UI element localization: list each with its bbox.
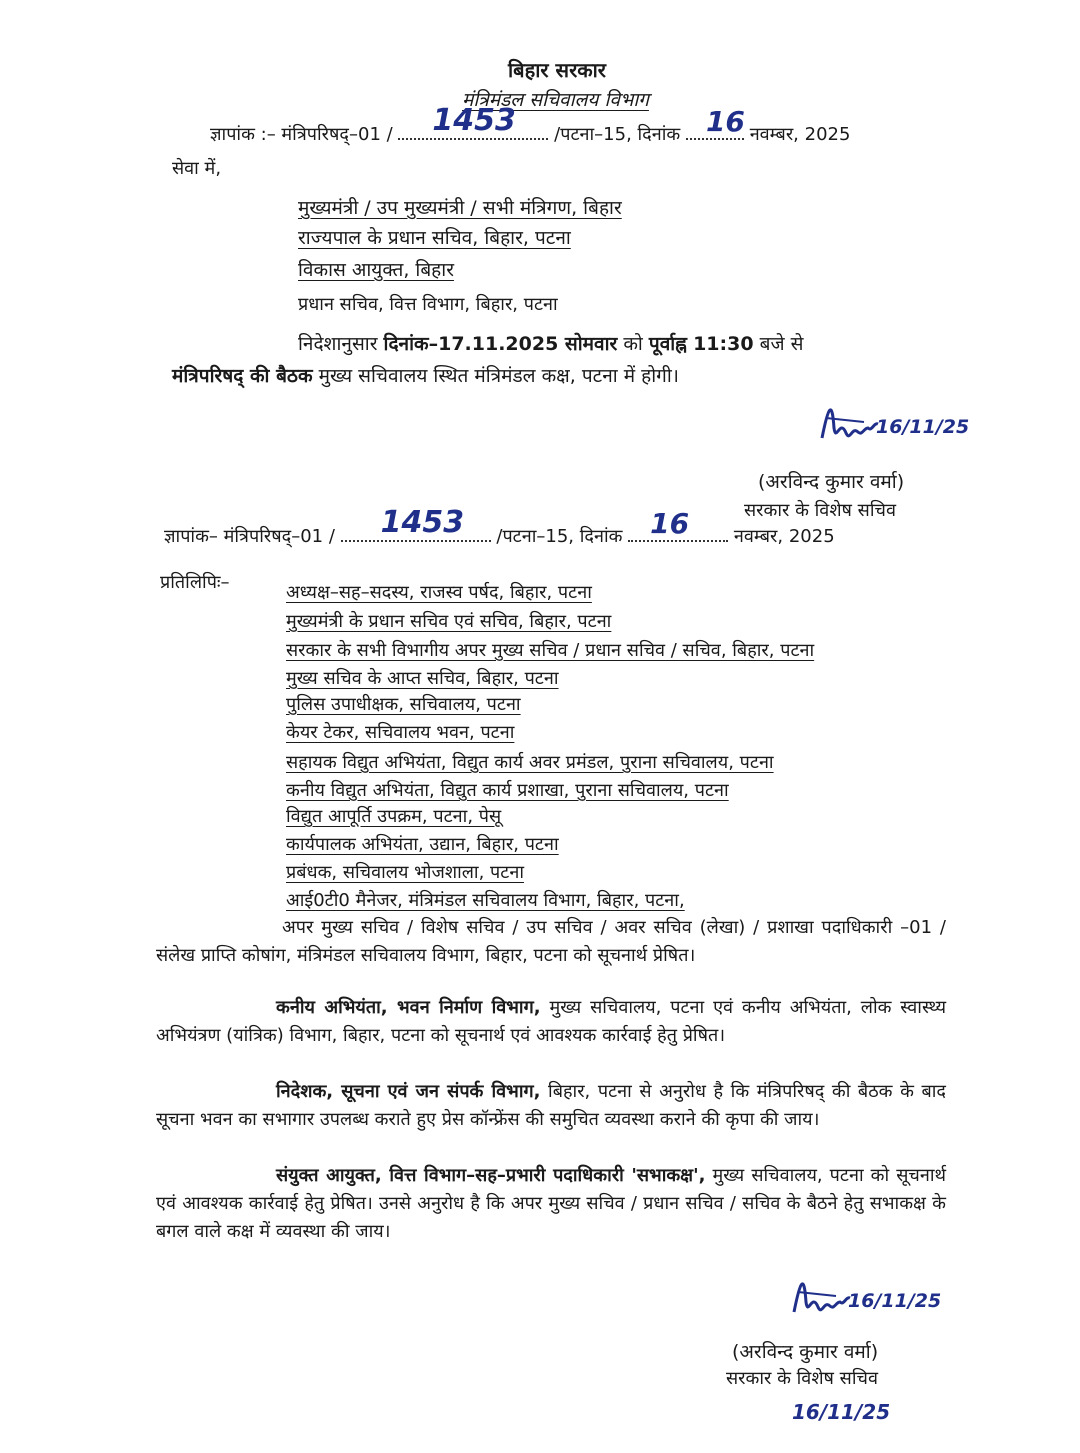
copy-list-item: सहायक विद्युत अभियंता, विद्युत कार्य अवर प्रमंडल, पुराना सचिवालय, पटना	[286, 752, 774, 773]
copy-list-item: आई0टी0 मैनेजर, मंत्रिमंडल सचिवालय विभाग, बिहार, पटना,	[286, 890, 685, 911]
copy-label: प्रतिलिपिः–	[160, 572, 230, 593]
notice-text: को	[623, 333, 643, 355]
memo-number-line	[210, 103, 851, 146]
paragraph-bold: कनीय अभियंता, भवन निर्माण विभाग,	[276, 997, 541, 1018]
recipient-line: मुख्यमंत्री / उप मुख्यमंत्री / सभी मंत्रिगण, बिहार	[298, 197, 622, 219]
notice-text: निदेशानुसार	[298, 333, 378, 355]
paragraph-2	[156, 994, 946, 1050]
recipient-line: राज्यपाल के प्रधान सचिव, बिहार, पटना	[298, 227, 571, 249]
memo-number: 1453	[380, 505, 465, 540]
memo-day-field	[628, 507, 728, 542]
memo-month-year: नवम्बर, 2025	[749, 124, 851, 145]
paragraph-1	[156, 914, 946, 970]
memo-prefix: ज्ञापांक– मंत्रिपरिषद्–01 /	[164, 526, 335, 547]
memo-place: /पटना–15, दिनांक	[554, 124, 681, 145]
signature-initials-date: 16/11/25	[848, 1290, 942, 1312]
copy-list-item: सरकार के सभी विभागीय अपर मुख्य सचिव / प्रधान सचिव / सचिव, बिहार, पटना	[286, 640, 815, 661]
notice-text: मुख्य सचिवालय स्थित मंत्रिमंडल कक्ष, पटना में होगी।	[318, 365, 679, 387]
copy-list-item: कनीय विद्युत अभियंता, विद्युत कार्य प्रशाखा, पुराना सचिवालय, पटना	[286, 780, 729, 801]
department-title: मंत्रिमंडल सचिवालय विभाग	[462, 89, 649, 111]
memo-day-field	[686, 105, 745, 140]
paragraph-3	[156, 1078, 946, 1134]
copy-list-item: प्रबंधक, सचिवालय भोजशाला, पटना	[286, 862, 524, 883]
signatory-name: (अरविन्द कुमार वर्मा)	[758, 471, 905, 493]
signatory-name: (अरविन्द कुमार वर्मा)	[732, 1341, 879, 1363]
notice-line-1	[298, 330, 803, 356]
memo-prefix: ज्ञापांक :– मंत्रिपरिषद्–01 /	[210, 124, 393, 145]
paragraph-4	[156, 1162, 946, 1246]
memo-month-year: नवम्बर, 2025	[733, 526, 835, 547]
salutation: सेवा में,	[172, 158, 222, 179]
meeting-date: दिनांक–17.11.2025 सोमवार	[383, 333, 618, 355]
memo-number: 1453	[432, 103, 516, 138]
memo-number-line-2	[164, 505, 835, 548]
copy-list-item: मुख्यमंत्री के प्रधान सचिव एवं सचिव, बिहार, पटना	[286, 611, 612, 632]
memo-day: 16	[705, 105, 745, 138]
recipient-line: विकास आयुक्त, बिहार	[298, 259, 454, 281]
copy-list-item: केयर टेकर, सचिवालय भवन, पटना	[286, 722, 515, 743]
memo-number-field	[398, 103, 548, 140]
copy-list-item: विद्युत आपूर्ति उपक्रम, पटना, पेसू	[286, 806, 502, 827]
notice-line-2	[172, 362, 679, 388]
government-title: बिहार सरकार	[508, 58, 606, 82]
meeting-title: मंत्रिपरिषद् की बैठक	[172, 365, 313, 387]
signature-2	[790, 1272, 942, 1336]
recipient-line: प्रधान सचिव, वित्त विभाग, बिहार, पटना	[298, 294, 558, 315]
meeting-time: 11:30	[693, 333, 754, 355]
memo-place: /पटना–15, दिनांक	[496, 526, 623, 547]
signatory-designation: सरकार के विशेष सचिव	[744, 500, 896, 521]
copy-list-item: अध्यक्ष–सह–सदस्य, राजस्व पर्षद, बिहार, पटना	[286, 582, 592, 603]
copy-list-item: पुलिस उपाधीक्षक, सचिवालय, पटना	[286, 694, 521, 715]
memo-day: 16	[650, 507, 690, 540]
signatory-designation: सरकार के विशेष सचिव	[726, 1368, 878, 1389]
meeting-session: पूर्वाह्न	[648, 333, 688, 355]
signature-initials-date: 16/11/25	[876, 416, 970, 438]
paragraph-text: अपर मुख्य सचिव / विशेष सचिव / उप सचिव / अवर सचिव (लेखा) / प्रशाखा पदाधिकारी –01 / संलेख प्राप्ति कोषांग, मंत्रिमंडल सचिवालय विभाग, बिहार, पटना को सूचनार्थ प्रेषित।	[156, 917, 946, 966]
signature-1	[818, 398, 970, 462]
paragraph-text: बिहार, पटना से अनुरोध है कि मंत्रिपरिषद् की बैठक के बाद सूचना भवन का सभागार उपलब्ध कराते हुए प्रेस कॉन्फ्रेंस की समुचित व्यवस्था कराने की कृपा की जाय।	[156, 1081, 946, 1130]
memo-number-field	[341, 505, 491, 542]
copy-list-item: कार्यपालक अभियंता, उद्यान, बिहार, पटना	[286, 834, 559, 855]
paragraph-text: मुख्य सचिवालय, पटना को सूचनार्थ एवं आवश्यक कार्रवाई हेतु प्रेषित। उनसे अनुरोध है कि अपर मुख्य सचिव / प्रधान सचिव / सचिव के बैठने हेतु सभाकक्ष के बगल वाले कक्ष में व्यवस्था की जाय।	[156, 1165, 946, 1242]
notice-text: बजे से	[759, 333, 804, 355]
handwritten-date-note: 16/11/25	[792, 1400, 891, 1424]
paragraph-bold: संयुक्त आयुक्त, वित्त विभाग–सह–प्रभारी पदाधिकारी 'सभाकक्ष',	[276, 1165, 706, 1186]
copy-list-item: मुख्य सचिव के आप्त सचिव, बिहार, पटना	[286, 668, 559, 689]
paragraph-bold: निदेशक, सूचना एवं जन संपर्क विभाग,	[276, 1081, 541, 1102]
paragraph-text: मुख्य सचिवालय, पटना एवं कनीय अभियंता, लोक स्वास्थ्य अभियंत्रण (यांत्रिक) विभाग, बिहार, पटना को सूचनार्थ एवं आवश्यक कार्रवाई हेतु प्रेषित।	[156, 997, 947, 1046]
